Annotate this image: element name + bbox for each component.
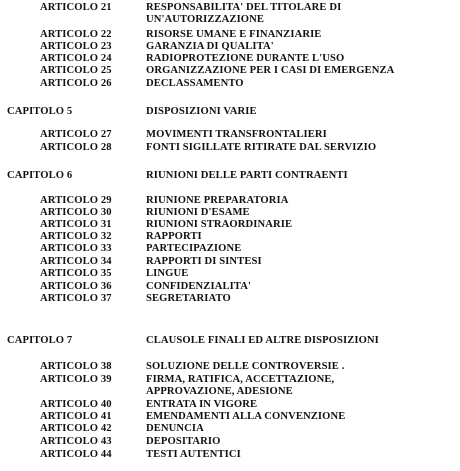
article-title: ORGANIZZAZIONE PER I CASI DI EMERGENZA (146, 65, 395, 76)
chapter-title: DISPOSIZIONI VARIE (146, 106, 257, 117)
article-title: DECLASSAMENTO (146, 78, 244, 89)
article-title: TESTI AUTENTICI (146, 449, 241, 460)
article-title-continued: APPROVAZIONE, ADESIONE (146, 386, 293, 397)
article-title: MOVIMENTI TRANSFRONTALIERI (146, 129, 327, 140)
chapter-number: CAPITOLO 5 (7, 106, 73, 117)
article-title: PARTECIPAZIONE (146, 243, 242, 254)
article-number: ARTICOLO 42 (40, 423, 112, 434)
article-number: ARTICOLO 32 (40, 231, 112, 242)
chapter-number: CAPITOLO 6 (7, 170, 73, 181)
article-title: GARANZIA DI QUALITA' (146, 41, 274, 52)
article-number: ARTICOLO 38 (40, 361, 112, 372)
article-number: ARTICOLO 35 (40, 268, 112, 279)
article-title: RISORSE UMANE E FINANZIARIE (146, 29, 322, 40)
article-title: CONFIDENZIALITA' (146, 281, 252, 292)
article-number: ARTICOLO 28 (40, 142, 112, 153)
article-title: DENUNCIA (146, 423, 204, 434)
article-title: RAPPORTI DI SINTESI (146, 256, 262, 267)
article-title: ENTRATA IN VIGORE (146, 399, 258, 410)
article-title: RESPONSABILITA' DEL TITOLARE DI (146, 2, 342, 13)
article-title: RADIOPROTEZIONE DURANTE L'USO (146, 53, 345, 64)
article-number: ARTICOLO 29 (40, 195, 112, 206)
article-number: ARTICOLO 36 (40, 281, 112, 292)
article-number: ARTICOLO 40 (40, 399, 112, 410)
article-number: ARTICOLO 27 (40, 129, 112, 140)
article-number: ARTICOLO 39 (40, 374, 112, 385)
article-title: RAPPORTI (146, 231, 202, 242)
article-number: ARTICOLO 33 (40, 243, 112, 254)
article-title: RIUNIONI STRAORDINARIE (146, 219, 293, 230)
article-number: ARTICOLO 43 (40, 436, 112, 447)
article-title: DEPOSITARIO (146, 436, 221, 447)
article-title-continued: UN'AUTORIZZAZIONE (146, 14, 265, 25)
article-title: FIRMA, RATIFICA, ACCETTAZIONE, (146, 374, 335, 385)
article-title: SEGRETARIATO (146, 293, 231, 304)
article-title: LINGUE (146, 268, 189, 279)
article-number: ARTICOLO 37 (40, 293, 112, 304)
article-number: ARTICOLO 25 (40, 65, 112, 76)
article-number: ARTICOLO 24 (40, 53, 112, 64)
article-number: ARTICOLO 31 (40, 219, 112, 230)
article-title: RIUNIONI D'ESAME (146, 207, 250, 218)
article-number: ARTICOLO 30 (40, 207, 112, 218)
chapter-title: RIUNIONI DELLE PARTI CONTRAENTI (146, 170, 348, 181)
article-title: EMENDAMENTI ALLA CONVENZIONE (146, 411, 346, 422)
article-number: ARTICOLO 23 (40, 41, 112, 52)
article-number: ARTICOLO 22 (40, 29, 112, 40)
article-number: ARTICOLO 34 (40, 256, 112, 267)
article-number: ARTICOLO 41 (40, 411, 112, 422)
chapter-number: CAPITOLO 7 (7, 335, 73, 346)
article-number: ARTICOLO 26 (40, 78, 112, 89)
article-number: ARTICOLO 21 (40, 2, 112, 13)
article-title: FONTI SIGILLATE RITIRATE DAL SERVIZIO (146, 142, 377, 153)
chapter-title: CLAUSOLE FINALI ED ALTRE DISPOSIZIONI (146, 335, 379, 346)
article-title: SOLUZIONE DELLE CONTROVERSIE . (146, 361, 345, 372)
article-number: ARTICOLO 44 (40, 449, 112, 460)
article-title: RIUNIONE PREPARATORIA (146, 195, 289, 206)
